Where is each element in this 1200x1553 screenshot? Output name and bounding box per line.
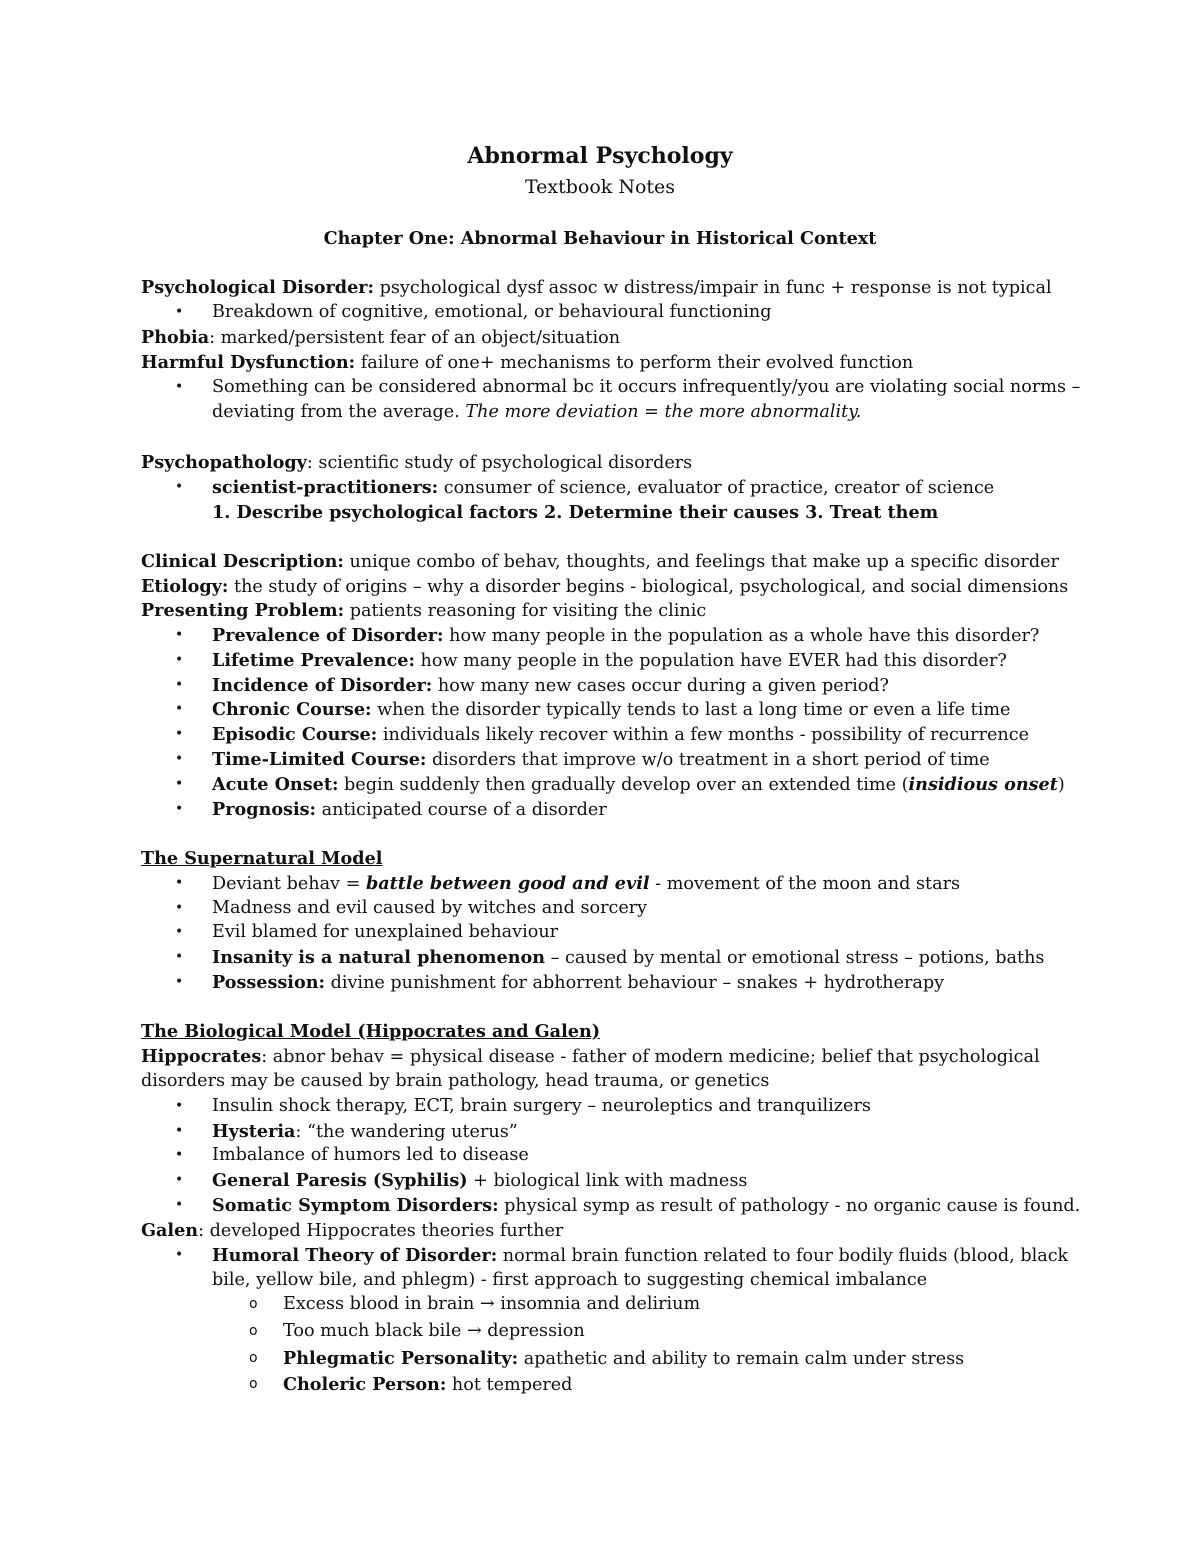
bullet-text: - movement of the moon and stars	[649, 874, 961, 894]
bullet-icon: •	[175, 801, 184, 817]
section-heading-biological: The Biological Model (Hippocrates and Galen)	[141, 1021, 601, 1042]
sub-bullet-black-bile	[283, 1319, 1200, 1344]
section-heading-supernatural: The Supernatural Model	[141, 848, 383, 869]
definition-text: patients reasoning for visiting the clinic	[344, 601, 707, 621]
bold-italic-text: battle between good and evil	[365, 873, 650, 894]
definition-text: : scientific study of psychological disorders	[306, 453, 693, 473]
italic-text: The more deviation = the more abnormality.	[465, 402, 862, 422]
definition-text: psychological dysf assoc w distress/impair in func + response is not typical	[374, 278, 1052, 298]
bullet-general-paresis	[212, 1168, 1200, 1194]
definition-text: : abnor behav = physical disease - father of modern medicine; belief that psychological	[261, 1047, 1040, 1067]
def-etiology	[141, 574, 1200, 600]
steps-line: 1. Describe psychological factors 2. Determine their causes 3. Treat them	[212, 502, 939, 523]
bullet-text: + biological link with madness	[467, 1171, 748, 1191]
bullet-prevalence	[212, 623, 1200, 649]
bullet-text: how many people in the population as a whole have this disorder?	[443, 626, 1040, 646]
bold-italic-text: insidious onset	[908, 774, 1058, 795]
bullet-icon: •	[175, 1197, 184, 1213]
bullet-chronic-course	[212, 697, 1200, 723]
bullet-icon: •	[175, 1123, 184, 1139]
term-label: Prevalence of Disorder:	[212, 625, 444, 646]
def-presenting-problem	[141, 598, 1200, 624]
bullet-text: Deviant behav =	[212, 874, 366, 894]
def-clinical-description	[141, 549, 1200, 575]
definition-text: the study of origins – why a disorder begins - biological, psychological, and social dimensions	[228, 577, 1069, 597]
bullet-episodic-course	[212, 722, 1200, 748]
bullet-text: consumer of science, evaluator of practice, creator of science	[438, 478, 995, 498]
term-label: Incidence of Disorder:	[212, 675, 433, 696]
bullet-text: insomnia and delirium	[494, 1294, 701, 1314]
term-label: Etiology:	[141, 576, 229, 597]
bullet-text: deviating from the average.	[212, 402, 466, 422]
def-galen	[141, 1218, 1200, 1244]
sub-bullet-icon: o	[249, 1350, 258, 1366]
bullet-imbalance: Imbalance of humors led to disease	[212, 1145, 529, 1165]
bullet-acute-onset	[212, 772, 1200, 798]
bullet-insulin-shock: Insulin shock therapy, ECT, brain surgery – neuroleptics and tranquilizers	[212, 1096, 871, 1116]
bullet-text: depression	[481, 1321, 585, 1341]
bullet-text: Too much black bile	[283, 1321, 467, 1341]
def-psychological-disorder	[141, 275, 1200, 301]
term-label: Acute Onset:	[212, 774, 339, 795]
bullet-icon: •	[175, 900, 184, 916]
bullet-text: hot tempered	[446, 1375, 573, 1395]
bullet-icon: •	[175, 1172, 184, 1188]
term-label: scientist-practitioners:	[212, 477, 439, 498]
bullet-text: divine punishment for abhorrent behaviour – snakes + hydrotherapy	[325, 973, 945, 993]
bullet-text: how many people in the population have EVER had this disorder?	[414, 651, 1007, 671]
term-label: Insanity is a natural phenomenon	[212, 947, 546, 968]
document-subtitle: Textbook Notes	[524, 176, 676, 198]
definition-text: : developed Hippocrates theories further	[198, 1221, 564, 1241]
arrow-right-icon: →	[479, 1294, 495, 1314]
bullet-possession	[212, 970, 1200, 996]
term-label: Lifetime Prevalence:	[212, 650, 415, 671]
bullet-icon: •	[175, 924, 184, 940]
term-label: Somatic Symptom Disorders:	[212, 1195, 499, 1216]
bullet-icon: •	[175, 949, 184, 965]
bullet-icon: •	[175, 1098, 184, 1114]
term-label: Time-Limited Course:	[212, 749, 427, 770]
bullet-breakdown: Breakdown of cognitive, emotional, or behavioural functioning	[212, 302, 772, 322]
bullet-icon: •	[175, 304, 184, 320]
def-psychopathology	[141, 450, 1200, 476]
sub-bullet-choleric	[283, 1372, 1200, 1398]
bullet-insanity	[212, 945, 1200, 971]
bullet-icon: •	[175, 776, 184, 792]
bullet-icon: •	[175, 379, 184, 395]
term-label: Episodic Course:	[212, 724, 378, 745]
definition-text: : marked/persistent fear of an object/situation	[209, 328, 621, 348]
bullet-icon: •	[175, 479, 184, 495]
bullet-deviant-behav	[212, 871, 1200, 897]
term-label: Psychopathology	[141, 452, 307, 473]
definition-text: failure of one+ mechanisms to perform their evolved function	[355, 353, 914, 373]
term-label: Harmful Dysfunction:	[141, 352, 356, 373]
bullet-text: normal brain function related to four bodily fluids (blood, black	[497, 1246, 1069, 1266]
bullet-prognosis	[212, 797, 1200, 823]
bullet-text: Excess blood in brain	[283, 1294, 480, 1314]
bullet-text: : “the wandering uterus”	[295, 1122, 518, 1142]
def-hippocrates-line2: disorders may be caused by brain pathology, head trauma, or genetics	[141, 1071, 770, 1091]
bullet-icon: •	[175, 1147, 184, 1163]
bullet-text: physical symp as result of pathology - no organic cause is found.	[498, 1196, 1081, 1216]
term-label: Galen	[141, 1220, 199, 1241]
bullet-abnormal-line2	[212, 400, 1200, 425]
bullet-text-close: )	[1057, 775, 1065, 795]
sub-bullet-icon: o	[249, 1323, 258, 1339]
term-label: Hysteria	[212, 1121, 296, 1142]
term-label: Presenting Problem:	[141, 600, 345, 621]
term-label: Possession:	[212, 972, 326, 993]
bullet-lifetime-prevalence	[212, 648, 1200, 674]
term-label: Choleric Person:	[283, 1374, 447, 1395]
term-label: Clinical Description:	[141, 551, 344, 572]
bullet-text: disorders that improve w/o treatment in a short period of time	[426, 750, 990, 770]
term-label: Chronic Course:	[212, 699, 372, 720]
def-harmful-dysfunction	[141, 350, 1200, 376]
bullet-text: apathetic and ability to remain calm under stress	[518, 1349, 965, 1369]
term-label: Hippocrates	[141, 1046, 262, 1067]
def-hippocrates-line1	[141, 1044, 1200, 1070]
term-label: Prognosis:	[212, 799, 317, 820]
bullet-icon: •	[175, 627, 184, 643]
document-title: Abnormal Psychology	[467, 143, 733, 169]
bullet-humoral-theory-line1	[212, 1243, 1200, 1269]
bullet-text: when the disorder typically tends to last a long time or even a life time	[371, 700, 1011, 720]
bullet-text: individuals likely recover within a few months - possibility of recurrence	[377, 725, 1029, 745]
term-label: Psychological Disorder:	[141, 277, 375, 298]
bullet-text: anticipated course of a disorder	[316, 800, 607, 820]
term-label: General Paresis (Syphilis)	[212, 1170, 468, 1191]
sub-bullet-icon: o	[249, 1376, 258, 1392]
bullet-madness: Madness and evil caused by witches and sorcery	[212, 898, 648, 918]
term-label: Humoral Theory of Disorder:	[212, 1245, 498, 1266]
bullet-incidence	[212, 673, 1200, 699]
bullet-text: – caused by mental or emotional stress – potions, baths	[545, 948, 1045, 968]
bullet-icon: •	[175, 751, 184, 767]
sub-bullet-icon: o	[249, 1296, 258, 1312]
bullet-somatic-symptom	[212, 1193, 1200, 1219]
term-label: Phlegmatic Personality:	[283, 1348, 519, 1369]
chapter-heading: Chapter One: Abnormal Behaviour in Historical Context	[323, 228, 877, 249]
bullet-icon: •	[175, 974, 184, 990]
bullet-hysteria	[212, 1119, 1200, 1145]
bullet-icon: •	[175, 677, 184, 693]
bullet-icon: •	[175, 726, 184, 742]
bullet-icon: •	[175, 652, 184, 668]
bullet-icon: •	[175, 1247, 184, 1263]
sub-bullet-phlegmatic	[283, 1346, 1200, 1372]
bullet-time-limited-course	[212, 747, 1200, 773]
bullet-icon: •	[175, 701, 184, 717]
arrow-right-icon: →	[466, 1321, 482, 1341]
bullet-abnormal-line1: Something can be considered abnormal bc it occurs infrequently/you are violating social norms –	[212, 377, 1081, 397]
bullet-icon: •	[175, 875, 184, 891]
bullet-evil-blamed: Evil blamed for unexplained behaviour	[212, 922, 559, 942]
bullet-humoral-theory-line2: bile, yellow bile, and phlegm) - first approach to suggesting chemical imbalance	[212, 1270, 928, 1290]
sub-bullet-excess-blood	[283, 1292, 1200, 1317]
bullet-scientist-practitioners	[212, 475, 1200, 501]
def-phobia	[141, 325, 1200, 351]
definition-text: unique combo of behav, thoughts, and feelings that make up a specific disorder	[343, 552, 1059, 572]
term-label: Phobia	[141, 327, 210, 348]
bullet-text: begin suddenly then gradually develop over an extended time (	[338, 775, 909, 795]
bullet-text: how many new cases occur during a given period?	[432, 676, 889, 696]
